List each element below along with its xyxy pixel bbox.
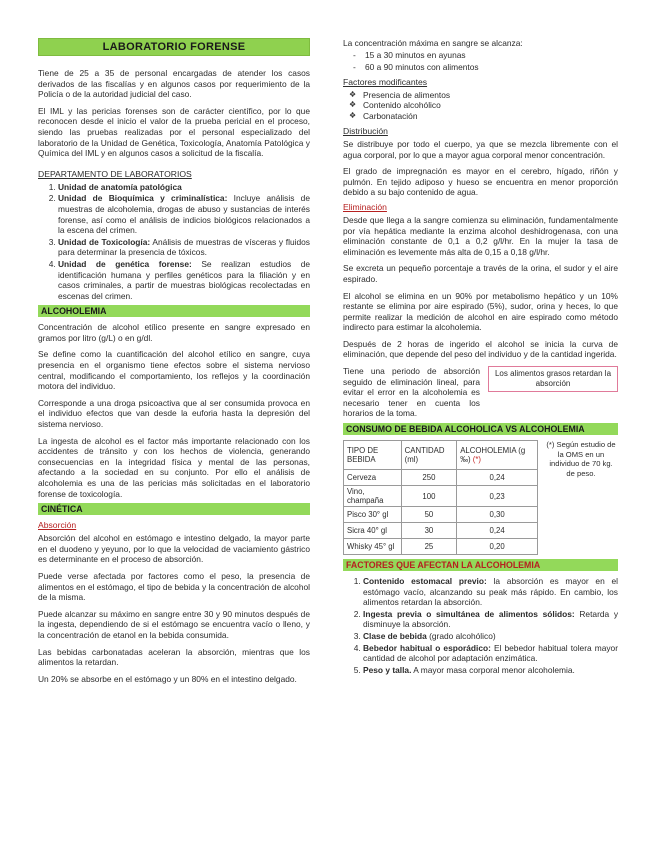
list-item: 2. Ingesta previa o simultánea de alimentos sólidos: Retarda y disminuye la absorción.	[363, 609, 618, 630]
list-item: ❖ Presencia de alimentos	[349, 89, 451, 100]
list-item: ❖ Carbonatación	[349, 111, 418, 122]
eliminacion-paragraph-4: Después de 2 horas de ingerido el alcohol se inicia la curva de eliminación, que depende del peso del individuo y de la cantidad ingerida.	[343, 338, 618, 360]
list-item: 3. Clase de bebida (grado alcohólico)	[363, 631, 618, 642]
eliminacion-heading: Eliminación	[343, 201, 387, 212]
list-item: 4. Unidad de genética forense: Se realizan estudios de identificación humana y perfiles genéticos para la filiación y en casos criminales, a partir de muestras biológicas recolectadas en escenas del crimen.	[58, 259, 310, 301]
list-item: 3. Unidad de Toxicología: Análisis de muestras de vísceras y fluidos para determinar la presencia de tóxicos.	[58, 237, 310, 258]
alcoholemia-heading: ALCOHOLEMIA	[38, 305, 310, 317]
peak-list	[343, 49, 618, 73]
table-row: Pisco 30° gl 50 0,30	[344, 507, 538, 523]
fat-note-box: Los alimentos grasos retardan la absorción	[488, 366, 618, 392]
page-title: LABORATORIO FORENSE	[38, 38, 310, 56]
header-cell: ALCOHOLEMIA (g ‰) (*)	[457, 441, 538, 470]
diamond-bullet-icon: ❖	[349, 100, 357, 110]
alcoholemia-definition: Concentración de alcohol etílico presente en sangre expresado en gramos por litro (g/L) o en g/dl.	[38, 322, 310, 343]
intro-paragraph-1: Tiene de 25 a 35 de personal encargadas de atender los casos derivados de las fiscalías y en algunos casos por requerimiento de la Policía o de la autoridad judicial del caso.	[38, 68, 310, 100]
table-heading: CONSUMO DE BEBIDA ALCOHOLICA VS ALCOHOLEMIA	[343, 423, 618, 435]
eliminacion-paragraph-3: El alcohol se elimina en un 90% por metabolismo hepático y un 10% restante se elimina por aire espirado (5%), sudor, orina y heces, lo que permite realizar la medición de alcohol en aire espirado como método indirecto para estimar la alcoholemia.	[343, 290, 618, 333]
departments-list	[38, 182, 310, 302]
list-item: ❖ Contenido alcohólico	[349, 100, 441, 111]
intro-paragraph-2: El IML y las pericias forenses son de carácter científico, por lo que reconocen desde el inicio el valor de la prueba pericial en el proceso, siendo las pruebas realizadas por el personal especializado del laboratorio de la Unidad de Genética, Toxicología, Anatomía Patológica y Química del IML y en algunos casos a solicitud de la fiscalía.	[38, 105, 310, 159]
list-item: 4. Bebedor habitual o esporádico: El bebedor habitual tolera mayor cantidad de alcohol por adaptación enzimática.	[363, 643, 618, 664]
list-item: 1. Unidad de anatomía patológica	[58, 182, 310, 193]
absorcion-paragraph-4: Las bebidas carbonatadas aceleran la absorción, mientras que los alimentos la retardan.	[38, 646, 310, 668]
peak-intro: La concentración máxima en sangre se alcanza:	[343, 38, 523, 48]
header-cell: TIPO DE BEBIDA	[344, 441, 402, 470]
table-row-wrap	[343, 440, 618, 555]
diamond-bullet-icon: ❖	[349, 89, 357, 99]
list-item: 2. Unidad de Bioquímica y criminalística: Incluye análisis de muestras de alcoholemia, drogas de abuso y sustancias de interés forense, así como el análisis de indicios biológicos relacionados a la escena del crimen.	[58, 193, 310, 235]
distribucion-paragraph-1: Se distribuye por todo el cuerpo, ya que se mezcla libremente con el agua corporal, por lo que a mayor agua corporal menor concentración.	[343, 138, 618, 160]
left-column	[38, 38, 310, 684]
factores-heading: FACTORES QUE AFECTAN LA ALCOHOLEMIA	[343, 559, 618, 571]
distribucion-heading: Distribución	[343, 125, 388, 136]
list-item: 1. Contenido estomacal previo: la absorción es mayor en el estómago vacío, alcanzando su peak más rápido. En cambio, los alimentos retardan la absorción.	[363, 576, 618, 608]
table-row: Sicra 40° gl 30 0,24	[344, 523, 538, 539]
eliminacion-paragraph-1: Desde que llega a la sangre comienza su eliminación, fundamentalmente por vía hepática mediante la enzima alcohol deshidrogenasa, con una eliminación constante de 0,1 a 0,2 g/l/hr. En la mujer la tasa de eliminación es levemente más alta de 0,15 a 0,18 g/l/hr.	[343, 214, 618, 257]
table-row: Cerveza 250 0,24	[344, 470, 538, 486]
factors-heading: Factores modificantes	[343, 76, 428, 87]
distribucion-paragraph-2: El grado de impregnación es mayor en el cerebro, hígado, riñón y pulmón. En tejido adiposo y hueso se encuentra en menor proporción debido a su bajo contenido de agua.	[343, 166, 618, 198]
alcoholemia-paragraph-4: La ingesta de alcohol es el factor más importante relacionado con los accidentes de tránsito y con los hechos de violencia, generando consecuencias en la integridad física y mental de las personas, afectando a la sociedad en su conjunto. Por ello el análisis de alcoholemia es una de las pericias más solicitadas en el laboratorio forense de toxicología.	[38, 435, 310, 499]
departments-heading: DEPARTAMENTO DE LABORATORIOS	[38, 168, 192, 179]
beverage-table	[343, 440, 538, 555]
table-note: (*) Según estudio de la OMS en un individuo de 70 kg. de peso.	[546, 440, 616, 478]
eliminacion-paragraph-2: Se excreta un pequeño porcentaje a través de la orina, el sudor y el aire espirado.	[343, 263, 618, 284]
header-cell: CANTIDAD (ml)	[401, 441, 457, 470]
list-item: - 60 a 90 minutos con alimentos	[365, 61, 618, 73]
diamond-bullet-icon: ❖	[349, 111, 357, 121]
absorcion-paragraph-2: Puede verse afectada por factores como el peso, la presencia de alimentos en el estómago, el tipo de bebida y la concentración de alcohol de la misma.	[38, 570, 310, 603]
right-column	[343, 38, 618, 676]
eliminacion-paragraph-5: Tiene una periodo de absorción seguido de eliminación lineal, para evitar el error en la alcoholemia es necesario tener en cuenta los horarios de la toma.	[343, 366, 480, 419]
elim-row	[343, 366, 618, 419]
factors-list	[343, 90, 618, 122]
alcoholemia-paragraph-2: Se define como la cuantificación del alcohol etílico en sangre, cuya presencia en el organismo tiene efectos sobre el sistema nervioso central, modificando el comportamiento, los reflejos y la coordinación motora del individuo.	[38, 349, 310, 392]
list-item: 5. Peso y talla. A mayor masa corporal menor alcoholemia.	[363, 665, 618, 676]
factores-list	[343, 576, 618, 675]
cinetica-heading: CINÉTICA	[38, 503, 310, 515]
absorcion-heading: Absorción	[38, 520, 77, 531]
absorcion-paragraph-5: Un 20% se absorbe en el estómago y un 80% en el intestino delgado.	[38, 673, 297, 684]
table-row: Whisky 45° gl 25 0,20	[344, 539, 538, 555]
table-row: Vino, champaña 100 0,23	[344, 486, 538, 507]
table-header-row	[344, 441, 538, 470]
absorcion-paragraph-1: Absorción del alcohol en estómago e intestino delgado, la mayor parte en el duodeno y yeyuno, por lo que la velocidad de vaciamiento gástrico es determinante en el proceso de absorción.	[38, 533, 310, 565]
absorcion-paragraph-3: Puede alcanzar su máximo en sangre entre 30 y 90 minutos después de la ingesta, dependiendo de si el estómago se encuentra vacío o lleno, y la concentración de etanol en la bebida consumida.	[38, 608, 310, 640]
alcoholemia-paragraph-3: Corresponde a una droga psicoactiva que al ser consumida provoca en el individuo efectos que van desde la euforia hasta la depresión del sistema nervioso.	[38, 397, 310, 430]
list-item: - 15 a 30 minutos en ayunas	[365, 49, 618, 61]
